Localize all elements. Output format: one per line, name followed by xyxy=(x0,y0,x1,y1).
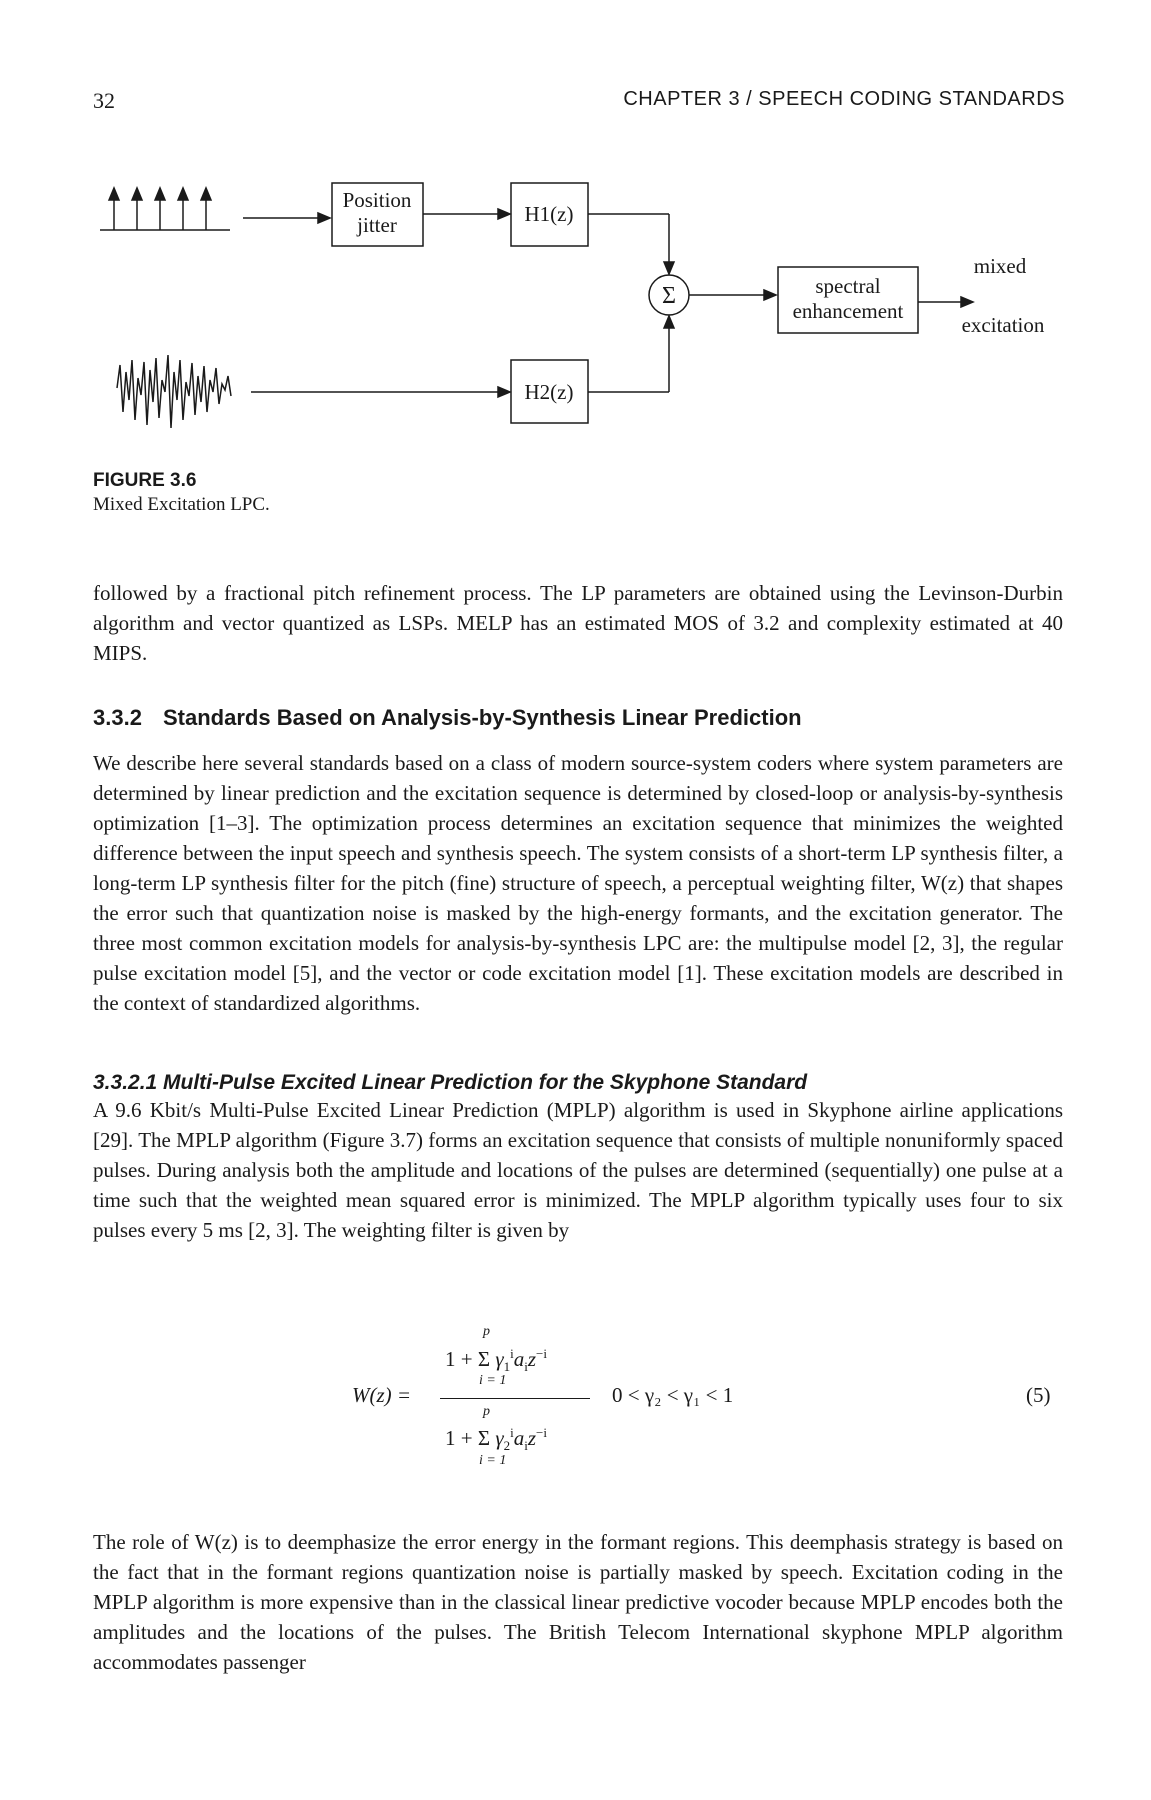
spectral-label-2: enhancement xyxy=(792,299,904,323)
running-head: CHAPTER 3 / SPEECH CODING STANDARDS xyxy=(623,88,1065,110)
figure-diagram xyxy=(0,0,1151,460)
subsection-number: 3.3.2.1 xyxy=(93,1071,158,1094)
noise-signal-icon xyxy=(117,355,231,428)
sum-lower-limit-num: i = 1 xyxy=(479,1373,507,1388)
paragraph-1: followed by a fractional pitch refinement process. The LP parameters are obtained using the Levinson-Durbin algorithm and vector quantized as LSPs. MELP has an estimated MOS of 3.2 and complexity estimated at 40 MIPS. xyxy=(93,581,1063,665)
subsection-heading xyxy=(93,1071,807,1095)
sum-symbol: Σ xyxy=(662,283,676,309)
section-number: 3.3.2 xyxy=(93,705,142,730)
pulse-train-icon xyxy=(100,188,230,230)
section-title: Standards Based on Analysis-by-Synthesis Linear Prediction xyxy=(163,705,802,730)
output-label-bottom: excitation xyxy=(961,313,1045,337)
paragraph-2: We describe here several standards based on a class of modern source-system coders where system parameters are determined by linear prediction and the excitation sequence is determined by closed-loop or analysis-by-synthesis optimization [1–3]. The optimization process determines an excitation sequence that minimizes the weighted difference between the input speech and synthesis speech. The system consists of a short-term LP synthesis filter, a long-term LP synthesis filter for the pitch (fine) structure of speech, a perceptual weighting filter, W(z) that shapes the error such that quantization noise is masked by the high-energy formants, and the excitation generator. The three most common excitation models for analysis-by-synthesis LPC are: the multipulse model [2, 3], the regular pulse excitation model [5], and the vector or code excitation model [1]. These excitation models are described in the context of standardized algorithms. xyxy=(93,751,1063,1015)
equation-denominator: 1 + Σ $\gamma_2^ia_iz^{-i}$ xyxy=(445,1425,547,1454)
paragraph-3: A 9.6 Kbit/s Multi-Pulse Excited Linear Prediction (MPLP) algorithm is used in Skyphone airline applications [29]. The MPLP algorithm (Figure 3.7) forms an excitation sequence that consists of multiple nonuniformly spaced pulses. During analysis both the amplitude and locations of the pulses are determined (sequentially) one pulse at a time such that the weighted mean squared error is minimized. The MPLP algorithm typically uses four to six pulses every 5 ms [2, 3]. The weighting filter is given by xyxy=(93,1098,1063,1242)
section-heading xyxy=(93,705,802,731)
equation-5 xyxy=(0,1320,1151,1490)
figure-label: FIGURE 3.6 xyxy=(93,470,197,491)
fraction-bar xyxy=(440,1398,590,1399)
figure-caption: Mixed Excitation LPC. xyxy=(93,494,270,515)
equation-lhs: W(z) = xyxy=(352,1383,412,1407)
paragraph-4: The role of W(z) is to deemphasize the error energy in the formant regions. This deemphasis strategy is based on the fact that in the formant regions quantization noise is partially masked by speech. Excitation coding in the MPLP algorithm is more expensive than in the classical linear predictive vocoder because MPLP encodes both the amplitudes and the locations of the pulses. The British Telecom International skyphone MPLP algorithm accommodates passenger xyxy=(93,1530,1063,1674)
h2-label: H2(z) xyxy=(524,380,574,404)
h1-label: H1(z) xyxy=(524,202,574,226)
sum-lower-limit-den: i = 1 xyxy=(479,1453,507,1468)
sum-upper-limit-den: p xyxy=(483,1404,490,1419)
position-jitter-label-2: jitter xyxy=(357,213,397,237)
equation-number: (5) xyxy=(1026,1383,1051,1407)
page-number: 32 xyxy=(93,88,115,113)
output-label-top: mixed xyxy=(973,254,1027,278)
subsection-title: Multi-Pulse Excited Linear Prediction for the Skyphone Standard xyxy=(163,1071,808,1094)
spectral-label-1: spectral xyxy=(815,274,881,298)
sum-upper-limit: p xyxy=(483,1324,490,1339)
equation-numerator: 1 + Σ $\gamma_1^ia_iz^{-i}$ xyxy=(445,1346,547,1375)
position-jitter-label-1: Position xyxy=(342,188,412,212)
equation-condition: 0 < γ₂ < γ₁ < 1 xyxy=(612,1383,734,1407)
